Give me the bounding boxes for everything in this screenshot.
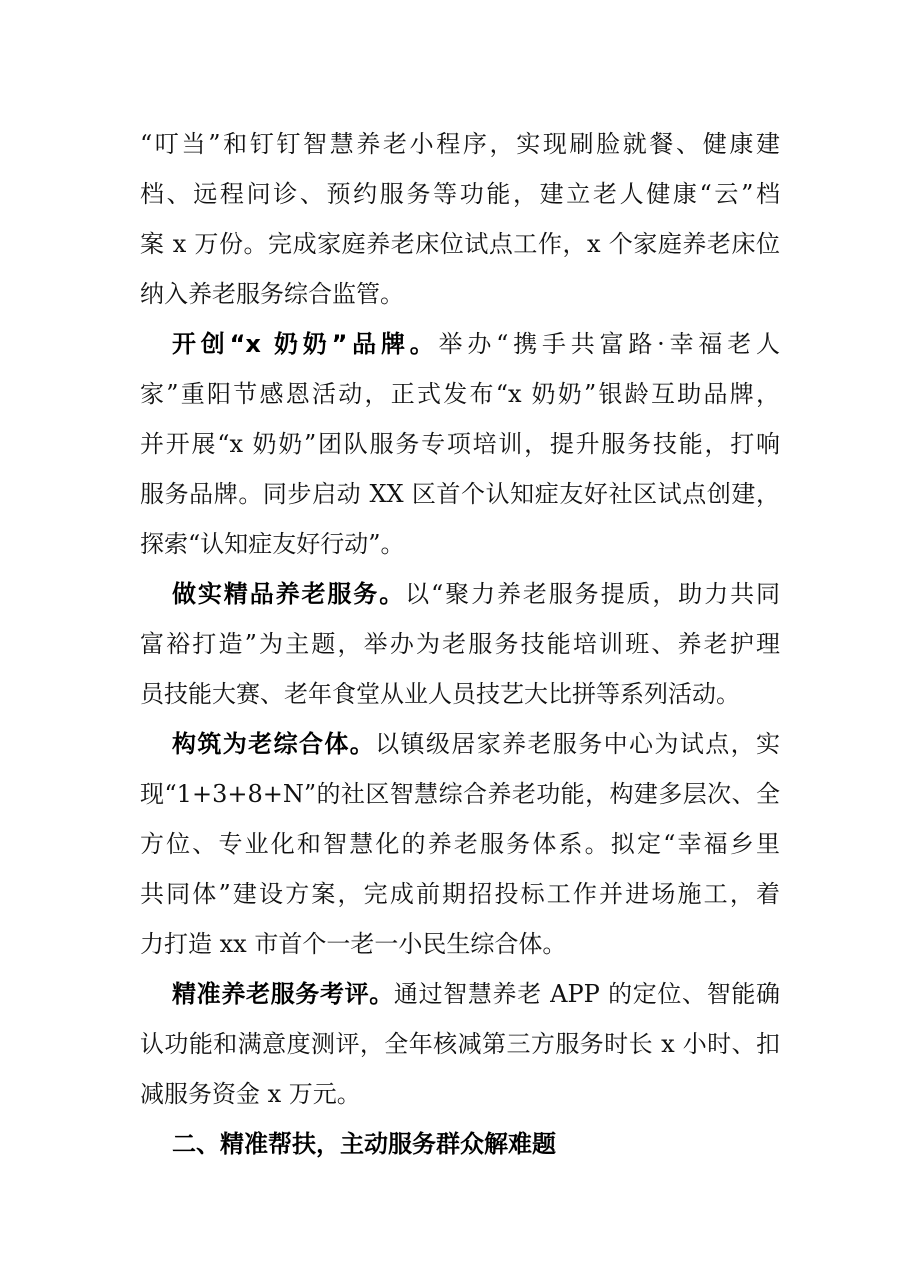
paragraph-2-line-4: 服务品牌。同步启动 XX 区首个认知症友好社区试点创建， — [140, 480, 780, 508]
paragraph-4-first-rest: 以镇级居家养老服务中心为试点，实 — [375, 730, 781, 758]
paragraph-1-line-2: 档、远程问诊、预约服务等功能，建立老人健康“云”档 — [140, 180, 780, 208]
paragraph-5-line-3: 减服务资金 x 万元。 — [140, 1080, 361, 1108]
section-heading: 二、精准帮扶，主动服务群众解难题 — [172, 1130, 556, 1158]
paragraph-4-line-5: 力打造 xx 市首个一老一小民生综合体。 — [140, 930, 567, 958]
paragraph-4-line-4: 共同体”建设方案，完成前期招投标工作并进场施工，着 — [140, 880, 780, 908]
paragraph-1-line-3: 案 x 万份。完成家庭养老床位试点工作，x 个家庭养老床位 — [140, 230, 780, 258]
paragraph-1-line-1: “叮当”和钉钉智慧养老小程序，实现刷脸就餐、健康建 — [140, 130, 780, 158]
paragraph-4-line-1 — [172, 724, 780, 764]
paragraph-5-line-2: 认功能和满意度测评，全年核减第三方服务时长 x 小时、扣 — [140, 1030, 780, 1058]
paragraph-2-line-3: 并开展“x 奶奶”团队服务专项培训，提升服务技能，打响 — [140, 430, 780, 458]
paragraph-2-line-2: 家”重阳节感恩活动，正式发布“x 奶奶”银龄互助品牌， — [140, 380, 780, 408]
paragraph-1-line-4: 纳入养老服务综合监管。 — [140, 280, 404, 308]
paragraph-5-line-1 — [172, 974, 780, 1014]
paragraph-3-line-2: 富裕打造”为主题，举办为老服务技能培训班、养老护理 — [140, 630, 780, 658]
paragraph-2-lead: 开创“x 奶奶”品牌。 — [172, 330, 439, 358]
paragraph-4-lead: 构筑为老综合体。 — [172, 730, 376, 758]
paragraph-3-line-3: 员技能大赛、老年食堂从业人员技艺大比拼等系列活动。 — [140, 680, 740, 708]
paragraph-5-first-rest: 通过智慧养老 APP 的定位、智能确 — [393, 980, 781, 1008]
paragraph-2-first-rest: 举办“携手共富路·幸福老人 — [438, 330, 780, 358]
paragraph-2-line-1 — [172, 324, 780, 364]
paragraph-5-lead: 精准养老服务考评。 — [172, 980, 394, 1008]
paragraph-4-line-2: 现“1+3+8+N”的社区智慧综合养老功能，构建多层次、全 — [140, 780, 780, 808]
paragraph-4-line-3: 方位、专业化和智慧化的养老服务体系。拟定“幸福乡里 — [140, 830, 780, 858]
paragraph-3-first-rest: 以“聚力养老服务提质，助力共同 — [405, 580, 780, 608]
paragraph-3-lead: 做实精品养老服务。 — [172, 580, 406, 608]
paragraph-2-line-5: 探索“认知症友好行动”。 — [140, 530, 405, 558]
paragraph-3-line-1 — [172, 574, 780, 614]
